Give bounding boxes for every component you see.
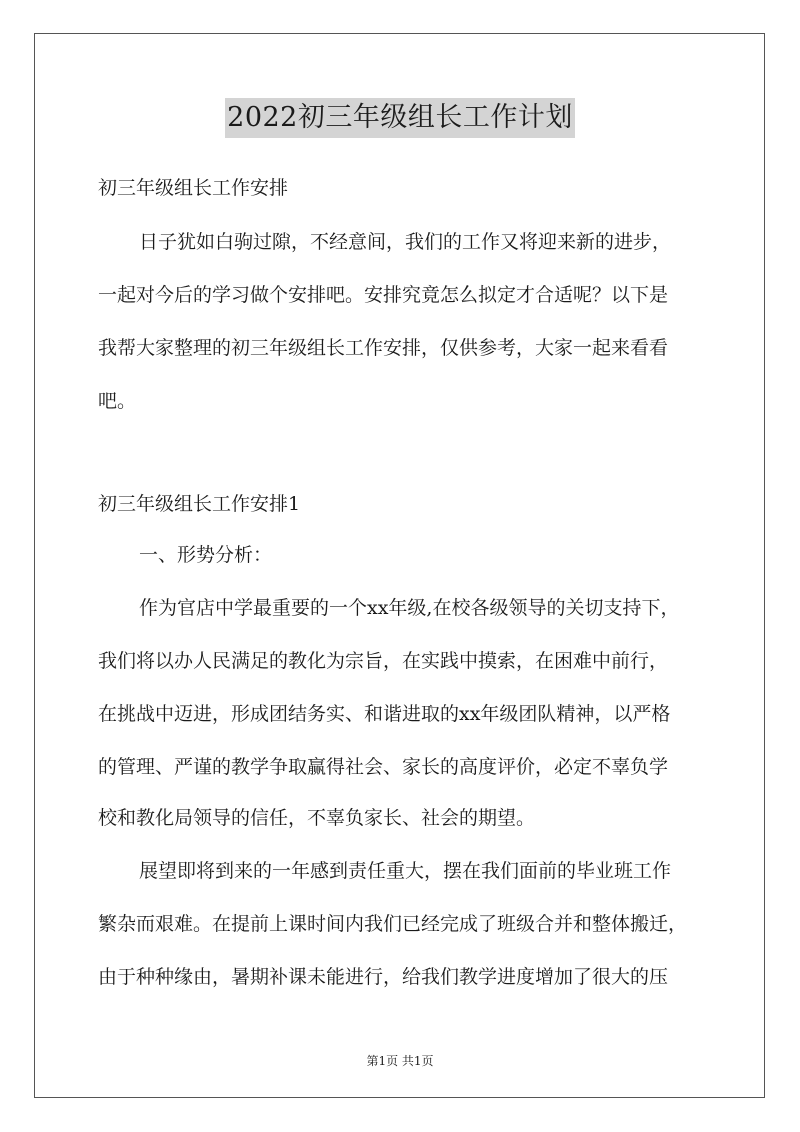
paragraph-line: 繁杂而艰难。在提前上课时间内我们已经完成了班级合并和整体搬迁， xyxy=(98,913,688,935)
paragraph-line: 由于种种缘由，暑期补课未能进行，给我们教学进度增加了很大的压 xyxy=(98,966,669,988)
paragraph-line: 作为官店中学最重要的一个xx年级,在校各级领导的关切支持下， xyxy=(139,597,680,619)
paragraph-line: 的管理、严谨的教学争取赢得社会、家长的高度评价，必定不辜负学 xyxy=(98,756,669,778)
intro-line: 日子犹如白驹过隙，不经意间，我们的工作又将迎来新的进步， xyxy=(139,231,672,253)
subheading: 初三年级组长工作安排 xyxy=(98,177,289,199)
section-item: 一、形势分析： xyxy=(139,544,273,566)
document-title: 2022初三年级组长工作计划 xyxy=(225,98,575,138)
intro-line: 我帮大家整理的初三年级组长工作安排，仅供参考，大家一起来看看 xyxy=(98,337,669,359)
intro-line: 吧。 xyxy=(98,390,137,412)
paragraph-line: 展望即将到来的一年感到责任重大，摆在我们面前的毕业班工作 xyxy=(139,860,672,882)
paragraph-line: 校和教化局领导的信任，不辜负家长、社会的期望。 xyxy=(98,807,536,829)
page-footer: 第1页 共1页 xyxy=(366,1054,434,1068)
intro-line: 一起对今后的学习做个安排吧。安排究竟怎么拟定才合适呢？以下是 xyxy=(98,284,669,306)
paragraph-line: 我们将以办人民满足的教化为宗旨，在实践中摸索，在困难中前行， xyxy=(98,650,669,672)
title-container xyxy=(0,98,800,138)
section-heading: 初三年级组长工作安排1 xyxy=(98,493,301,515)
paragraph-line: 在挑战中迈进，形成团结务实、和谐进取的xx年级团队精神，以严格 xyxy=(98,703,671,725)
